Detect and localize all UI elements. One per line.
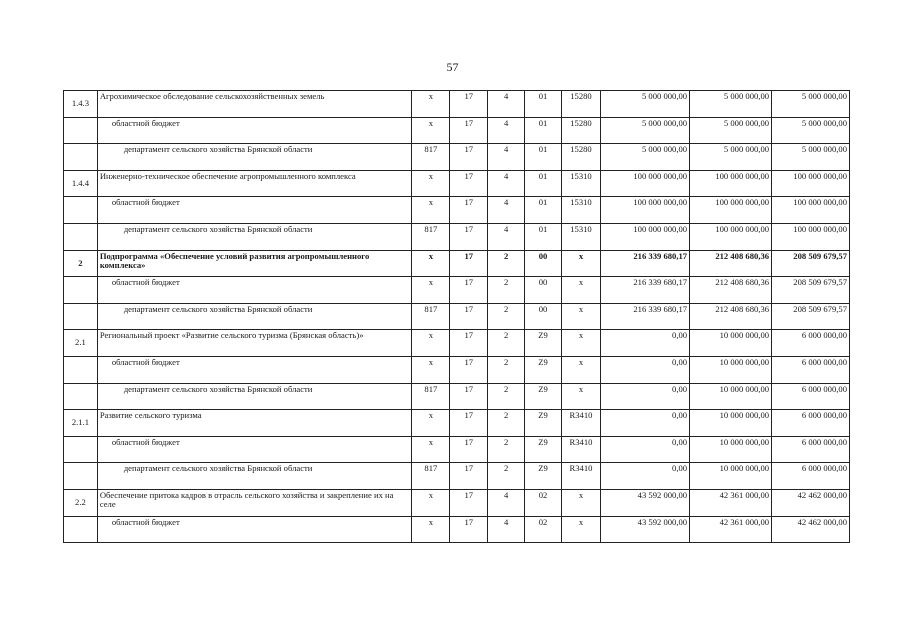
amount-year3: 6 000 000,00 bbox=[772, 463, 850, 490]
amount-year2: 10 000 000,00 bbox=[690, 463, 772, 490]
amount-year2: 100 000 000,00 bbox=[690, 170, 772, 197]
code-admin: 817 bbox=[412, 383, 450, 410]
code-subprogram: 4 bbox=[488, 91, 525, 118]
code-subprogram: 2 bbox=[488, 330, 525, 357]
amount-year1: 216 339 680,17 bbox=[600, 303, 689, 330]
code-activity: 00 bbox=[525, 277, 562, 304]
amount-year2: 10 000 000,00 bbox=[690, 356, 772, 383]
code-admin: x bbox=[412, 91, 450, 118]
code-direction: x bbox=[562, 250, 601, 277]
code-program: 17 bbox=[450, 223, 488, 250]
amount-year3: 5 000 000,00 bbox=[772, 91, 850, 118]
code-program: 17 bbox=[450, 463, 488, 490]
amount-year1: 0,00 bbox=[600, 330, 689, 357]
budget-table bbox=[63, 90, 850, 543]
code-admin: 817 bbox=[412, 223, 450, 250]
row-number: 1.4.4 bbox=[64, 170, 98, 197]
amount-year2: 10 000 000,00 bbox=[690, 330, 772, 357]
amount-year1: 43 592 000,00 bbox=[600, 516, 689, 543]
code-program: 17 bbox=[450, 489, 488, 516]
amount-year1: 100 000 000,00 bbox=[600, 223, 689, 250]
code-subprogram: 2 bbox=[488, 356, 525, 383]
code-activity: 01 bbox=[525, 170, 562, 197]
code-direction: x bbox=[562, 303, 601, 330]
table-row bbox=[64, 144, 850, 171]
amount-year3: 6 000 000,00 bbox=[772, 383, 850, 410]
code-subprogram: 2 bbox=[488, 277, 525, 304]
code-subprogram: 2 bbox=[488, 250, 525, 277]
amount-year1: 100 000 000,00 bbox=[600, 170, 689, 197]
code-activity: Z9 bbox=[525, 463, 562, 490]
amount-year3: 100 000 000,00 bbox=[772, 197, 850, 224]
code-subprogram: 2 bbox=[488, 463, 525, 490]
amount-year1: 5 000 000,00 bbox=[600, 144, 689, 171]
amount-year2: 212 408 680,36 bbox=[690, 250, 772, 277]
code-admin: x bbox=[412, 170, 450, 197]
amount-year3: 42 462 000,00 bbox=[772, 489, 850, 516]
row-number bbox=[64, 383, 98, 410]
code-direction: 15280 bbox=[562, 91, 601, 118]
table-row bbox=[64, 383, 850, 410]
amount-year3: 6 000 000,00 bbox=[772, 356, 850, 383]
code-subprogram: 4 bbox=[488, 223, 525, 250]
amount-year2: 10 000 000,00 bbox=[690, 383, 772, 410]
row-number bbox=[64, 144, 98, 171]
code-program: 17 bbox=[450, 117, 488, 144]
row-name: Обеспечение притока кадров в отрасль сельского хозяйства и закрепление их на селе bbox=[97, 489, 412, 516]
row-number bbox=[64, 303, 98, 330]
amount-year2: 5 000 000,00 bbox=[690, 91, 772, 118]
code-direction: x bbox=[562, 356, 601, 383]
row-name: департамент сельского хозяйства Брянской области bbox=[97, 463, 412, 490]
code-program: 17 bbox=[450, 383, 488, 410]
row-name: департамент сельского хозяйства Брянской области bbox=[97, 144, 412, 171]
amount-year3: 6 000 000,00 bbox=[772, 410, 850, 437]
code-direction: x bbox=[562, 489, 601, 516]
amount-year1: 0,00 bbox=[600, 436, 689, 463]
table-row bbox=[64, 330, 850, 357]
amount-year2: 10 000 000,00 bbox=[690, 436, 772, 463]
amount-year2: 5 000 000,00 bbox=[690, 117, 772, 144]
code-activity: 01 bbox=[525, 117, 562, 144]
amount-year2: 100 000 000,00 bbox=[690, 223, 772, 250]
table-row bbox=[64, 250, 850, 277]
code-subprogram: 2 bbox=[488, 383, 525, 410]
amount-year3: 6 000 000,00 bbox=[772, 330, 850, 357]
code-direction: x bbox=[562, 516, 601, 543]
row-name: областной бюджет bbox=[97, 436, 412, 463]
amount-year2: 212 408 680,36 bbox=[690, 277, 772, 304]
amount-year3: 6 000 000,00 bbox=[772, 436, 850, 463]
code-activity: 00 bbox=[525, 303, 562, 330]
table-row bbox=[64, 356, 850, 383]
code-admin: 817 bbox=[412, 303, 450, 330]
amount-year3: 42 462 000,00 bbox=[772, 516, 850, 543]
amount-year2: 5 000 000,00 bbox=[690, 144, 772, 171]
amount-year1: 0,00 bbox=[600, 356, 689, 383]
amount-year3: 5 000 000,00 bbox=[772, 117, 850, 144]
row-number: 1.4.3 bbox=[64, 91, 98, 118]
row-number bbox=[64, 117, 98, 144]
code-subprogram: 4 bbox=[488, 117, 525, 144]
amount-year1: 0,00 bbox=[600, 383, 689, 410]
row-name: Подпрограмма «Обеспечение условий развития агропромышленного комплекса» bbox=[97, 250, 412, 277]
table-row bbox=[64, 463, 850, 490]
row-name: Инженерно-техническое обеспечение агропромышленного комплекса bbox=[97, 170, 412, 197]
code-activity: Z9 bbox=[525, 356, 562, 383]
table-row bbox=[64, 197, 850, 224]
table-row bbox=[64, 410, 850, 437]
row-name: департамент сельского хозяйства Брянской области bbox=[97, 383, 412, 410]
code-direction: 15310 bbox=[562, 223, 601, 250]
code-admin: x bbox=[412, 516, 450, 543]
row-number bbox=[64, 463, 98, 490]
code-program: 17 bbox=[450, 410, 488, 437]
code-activity: 00 bbox=[525, 250, 562, 277]
row-name: Агрохимическое обследование сельскохозяйственных земель bbox=[97, 91, 412, 118]
row-name: Региональный проект «Развитие сельского туризма (Брянская область)» bbox=[97, 330, 412, 357]
table-row bbox=[64, 516, 850, 543]
code-subprogram: 2 bbox=[488, 303, 525, 330]
code-activity: 01 bbox=[525, 197, 562, 224]
code-direction: R3410 bbox=[562, 436, 601, 463]
code-subprogram: 4 bbox=[488, 144, 525, 171]
code-activity: 01 bbox=[525, 223, 562, 250]
amount-year1: 0,00 bbox=[600, 410, 689, 437]
row-name: департамент сельского хозяйства Брянской области bbox=[97, 303, 412, 330]
code-admin: x bbox=[412, 489, 450, 516]
amount-year1: 0,00 bbox=[600, 463, 689, 490]
code-direction: 15280 bbox=[562, 117, 601, 144]
code-program: 17 bbox=[450, 170, 488, 197]
amount-year1: 5 000 000,00 bbox=[600, 117, 689, 144]
amount-year2: 42 361 000,00 bbox=[690, 489, 772, 516]
code-program: 17 bbox=[450, 197, 488, 224]
code-subprogram: 4 bbox=[488, 197, 525, 224]
code-admin: 817 bbox=[412, 463, 450, 490]
code-program: 17 bbox=[450, 144, 488, 171]
amount-year3: 208 509 679,57 bbox=[772, 277, 850, 304]
amount-year1: 5 000 000,00 bbox=[600, 91, 689, 118]
code-admin: x bbox=[412, 410, 450, 437]
code-direction: R3410 bbox=[562, 463, 601, 490]
code-program: 17 bbox=[450, 516, 488, 543]
page-number: 57 bbox=[446, 60, 459, 74]
row-number bbox=[64, 223, 98, 250]
row-number bbox=[64, 516, 98, 543]
code-subprogram: 2 bbox=[488, 410, 525, 437]
code-program: 17 bbox=[450, 277, 488, 304]
code-program: 17 bbox=[450, 436, 488, 463]
row-number: 2.1.1 bbox=[64, 410, 98, 437]
code-subprogram: 4 bbox=[488, 516, 525, 543]
code-activity: Z9 bbox=[525, 383, 562, 410]
code-admin: x bbox=[412, 250, 450, 277]
table-row bbox=[64, 91, 850, 118]
row-name: областной бюджет bbox=[97, 117, 412, 144]
amount-year1: 100 000 000,00 bbox=[600, 197, 689, 224]
code-program: 17 bbox=[450, 356, 488, 383]
amount-year3: 100 000 000,00 bbox=[772, 170, 850, 197]
code-admin: x bbox=[412, 117, 450, 144]
row-number bbox=[64, 277, 98, 304]
code-activity: 01 bbox=[525, 144, 562, 171]
table-row bbox=[64, 303, 850, 330]
row-number: 2 bbox=[64, 250, 98, 277]
code-direction: x bbox=[562, 277, 601, 304]
amount-year3: 208 509 679,57 bbox=[772, 303, 850, 330]
code-admin: x bbox=[412, 277, 450, 304]
code-direction: R3410 bbox=[562, 410, 601, 437]
code-admin: 817 bbox=[412, 144, 450, 171]
table-row bbox=[64, 489, 850, 516]
code-subprogram: 2 bbox=[488, 436, 525, 463]
amount-year3: 208 509 679,57 bbox=[772, 250, 850, 277]
row-number bbox=[64, 436, 98, 463]
code-program: 17 bbox=[450, 303, 488, 330]
code-admin: x bbox=[412, 330, 450, 357]
code-activity: 02 bbox=[525, 489, 562, 516]
amount-year1: 43 592 000,00 bbox=[600, 489, 689, 516]
amount-year1: 216 339 680,17 bbox=[600, 277, 689, 304]
row-name: областной бюджет bbox=[97, 197, 412, 224]
row-number: 2.1 bbox=[64, 330, 98, 357]
code-activity: 01 bbox=[525, 91, 562, 118]
table-row bbox=[64, 436, 850, 463]
amount-year2: 212 408 680,36 bbox=[690, 303, 772, 330]
table-row bbox=[64, 117, 850, 144]
code-subprogram: 4 bbox=[488, 489, 525, 516]
code-program: 17 bbox=[450, 250, 488, 277]
amount-year1: 216 339 680,17 bbox=[600, 250, 689, 277]
table-row bbox=[64, 170, 850, 197]
row-name: департамент сельского хозяйства Брянской области bbox=[97, 223, 412, 250]
amount-year3: 100 000 000,00 bbox=[772, 223, 850, 250]
code-direction: 15280 bbox=[562, 144, 601, 171]
code-activity: Z9 bbox=[525, 436, 562, 463]
code-activity: Z9 bbox=[525, 330, 562, 357]
row-number: 2.2 bbox=[64, 489, 98, 516]
row-number bbox=[64, 197, 98, 224]
code-direction: 15310 bbox=[562, 197, 601, 224]
code-activity: 02 bbox=[525, 516, 562, 543]
table-row bbox=[64, 223, 850, 250]
code-admin: x bbox=[412, 356, 450, 383]
row-name: областной бюджет bbox=[97, 516, 412, 543]
code-activity: Z9 bbox=[525, 410, 562, 437]
amount-year2: 10 000 000,00 bbox=[690, 410, 772, 437]
code-admin: x bbox=[412, 436, 450, 463]
row-name: областной бюджет bbox=[97, 356, 412, 383]
amount-year2: 100 000 000,00 bbox=[690, 197, 772, 224]
code-direction: x bbox=[562, 330, 601, 357]
amount-year3: 5 000 000,00 bbox=[772, 144, 850, 171]
code-direction: x bbox=[562, 383, 601, 410]
code-direction: 15310 bbox=[562, 170, 601, 197]
row-name: областной бюджет bbox=[97, 277, 412, 304]
amount-year2: 42 361 000,00 bbox=[690, 516, 772, 543]
row-name: Развитие сельского туризма bbox=[97, 410, 412, 437]
code-program: 17 bbox=[450, 330, 488, 357]
code-subprogram: 4 bbox=[488, 170, 525, 197]
row-number bbox=[64, 356, 98, 383]
code-admin: x bbox=[412, 197, 450, 224]
code-program: 17 bbox=[450, 91, 488, 118]
table-row bbox=[64, 277, 850, 304]
